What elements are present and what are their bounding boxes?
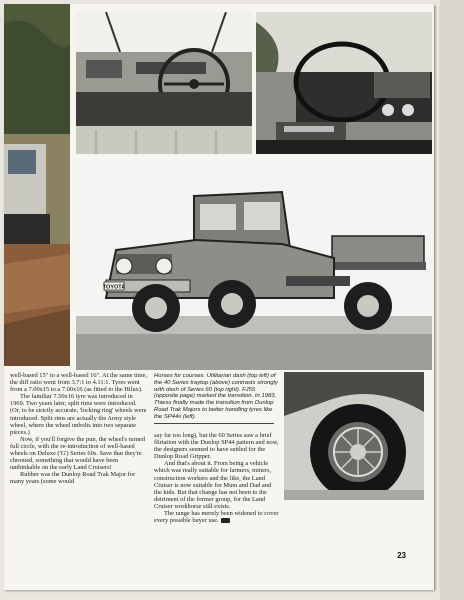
paragraph: say far too long), but the 60 Series saw a brief flirtation with the Dunlop SP44 pattern and now, the designers seemed to have settled for the Dunlop Road Gripper. <box>154 432 279 461</box>
caption-rule <box>154 423 274 424</box>
photo-caption <box>154 373 280 423</box>
dash-photo-series-60 <box>256 12 432 154</box>
magazine-page <box>4 4 434 590</box>
toyota-badge: TOYOTA <box>102 284 126 291</box>
paragraph: well-based 15" to a well-based 16". At the same time, the diff ratio went from 3.7:1 to 4.11:1. Tyres went from a 7.00x15 to a 7.00x16 (as fitted to the Hilux). <box>10 372 148 394</box>
paragraph: And that's about it. From being a vehicle which was really suitable for farmers, miners, construction workers and the like, the Land Cruiser is now suitable for Mum and Dad and the kids. But that change has not been to the detriment of the former group, for the Land Cruiser workhorse still exists. <box>154 460 272 510</box>
paragraph <box>154 510 280 524</box>
paragraph-text: The range has merely been widened to cover every possible buyer use. <box>154 510 279 525</box>
wheel-sp44-photo <box>284 372 424 500</box>
caption-text: Horses for courses. Utilitarian dash (top left) of the 40 Series traytop (above) contrasts strongly with dash of Series 60 (top right). FJ55 (opposite page) marked the transition. In 1983, Thiess finally made the transition from Dunlop Road Trak Majors to better handling tyres like the SP44s (left). <box>154 373 278 420</box>
landcruiser-traytop-photo <box>76 158 432 370</box>
paragraph: Rubber was the Dunlop Road Trak Major for many years (some would <box>10 471 136 486</box>
body-column-2 <box>154 432 280 524</box>
paragraph: Now, if you'll forgive the pun, the wheel's turned full circle, with the re-introduction of well-based wheels on Deluxe ('G') Series 60s. Save that they're chromed, something that would have been unthinkable on the early Land Cruisers! <box>10 435 145 472</box>
page-edge <box>434 6 440 590</box>
body-column-1 <box>10 372 148 486</box>
paragraph: The familiar 7.50x16 tyre was introduced in 1969. Two years later, split rims were introduced. (Or, to be strictly accurate, 'locking ring' wheels were introduced. Split rims are actually the Army style wheel, where the wheel unbolts into two separate pieces.) <box>10 393 147 436</box>
page-number: 23 <box>397 551 406 560</box>
offroad-photo <box>4 4 70 366</box>
book-spine <box>440 0 464 600</box>
end-mark-icon <box>221 518 230 523</box>
dash-photo-series-40 <box>76 12 252 154</box>
